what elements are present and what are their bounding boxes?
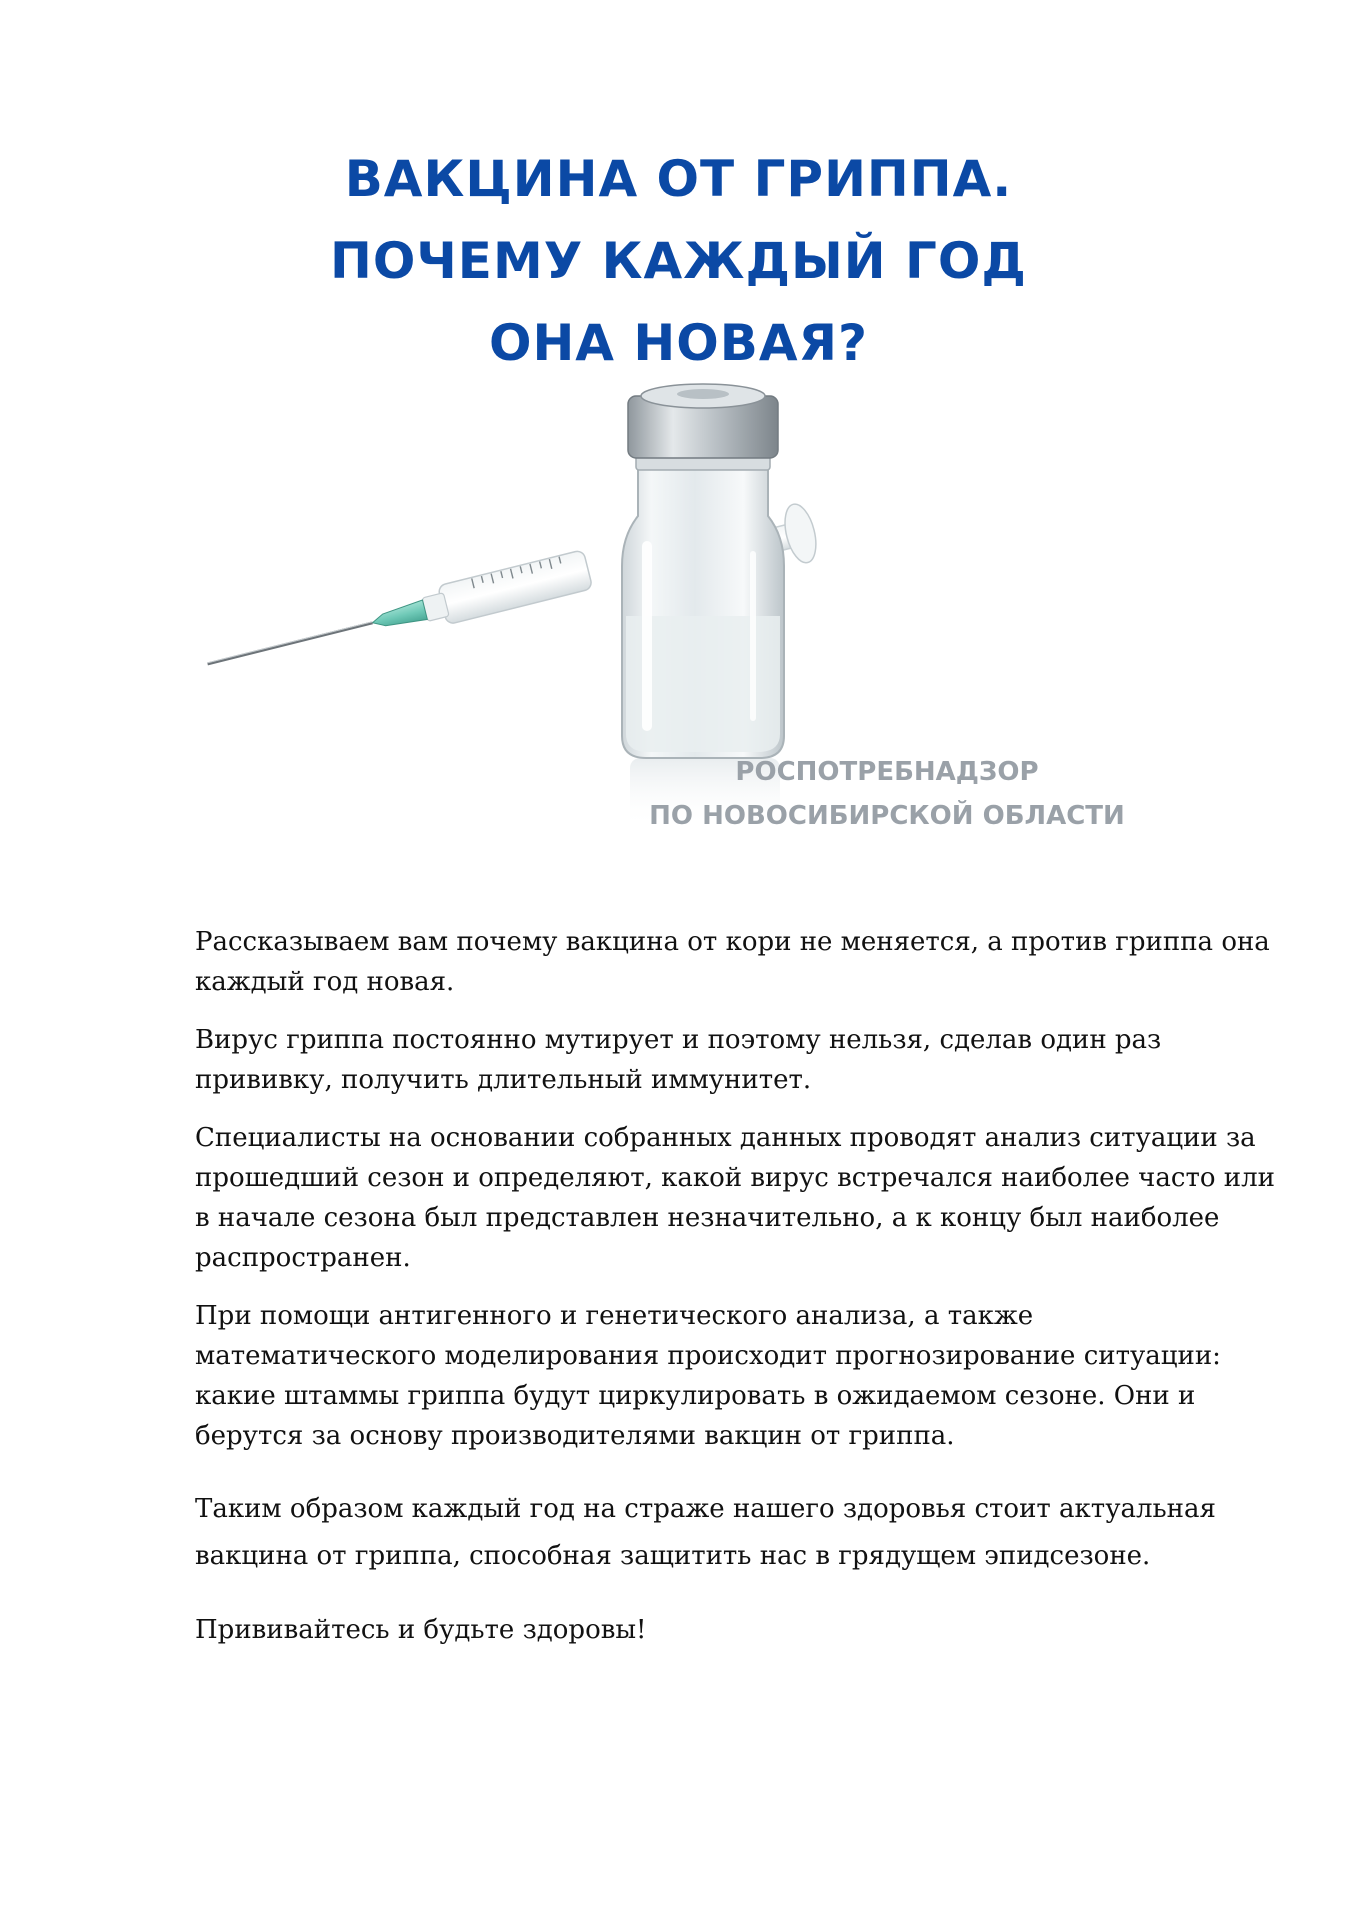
paragraph-intro: Рассказываем вам почему вакцина от кори не меняется, а против гриппа она каждый год новая. [195,927,1270,997]
headline-line-2: ПОЧЕМУ КАЖДЫЙ ГОД [330,232,1027,290]
paragraph-analysis: Специалисты на основании собранных данных проводят анализ ситуации за прошедший сезон и определяют, какой вирус встречался наиболее часто или в начале сезона был представлен незначительно, а к концу был наиболее распространен. [195,1123,1275,1273]
article-body [195,922,1275,1668]
headline-line-3: ОНА НОВАЯ? [488,314,869,372]
source-watermark [627,750,1147,838]
watermark-line-2: ПО НОВОСИБИРСКОЙ ОБЛАСТИ [649,801,1125,831]
paragraph-mutation: Вирус гриппа постоянно мутирует и поэтому нельзя, сделав один раз прививку, получить длительный иммунитет. [195,1025,1162,1095]
paragraph-call-to-action: Прививайтесь и будьте здоровы! [195,1615,647,1645]
paragraph-forecasting: При помощи антигенного и генетического анализа, а также математического моделирования происходит прогнозирование ситуации: какие штаммы гриппа будут циркулировать в ожидаемом сезоне. Они и берутся за основу производителями вакцин от гриппа. [195,1301,1221,1451]
poster-image [190,118,1167,848]
paragraph-conclusion: Таким образом каждый год на страже нашего здоровья стоит актуальная вакцина от гриппа, способная защитить нас в грядущем эпидсезоне. [195,1494,1216,1571]
poster-headline [190,138,1167,384]
watermark-line-1: РОСПОТРЕБНАДЗОР [735,757,1039,787]
headline-line-1: ВАКЦИНА ОТ ГРИППА. [344,150,1013,208]
syringe-barrel [203,550,593,684]
